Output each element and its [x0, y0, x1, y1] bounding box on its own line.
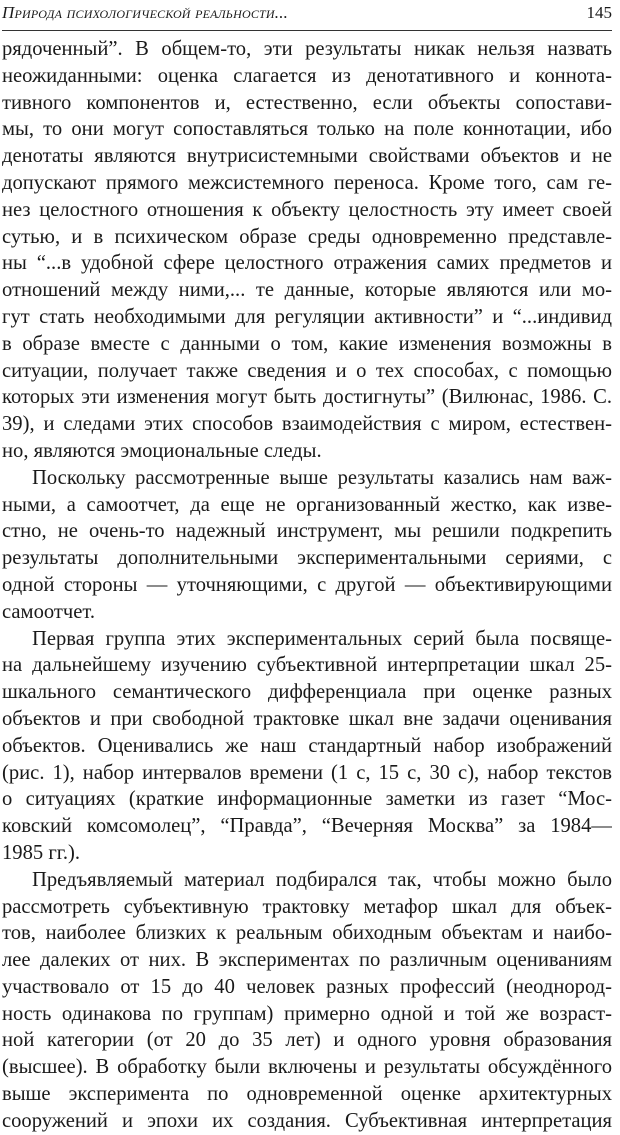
- body-text: [2, 36, 612, 1135]
- running-header: [2, 0, 612, 31]
- text-line: рядоченный”. В общем-то, эти результаты никак нельзя назвать: [2, 38, 612, 60]
- paragraph-start-line: Первая группа этих экспериментальных серий была посвяще-: [32, 627, 612, 650]
- text-line: результаты дополнительными экспериментальными сериями, с: [2, 547, 612, 570]
- text-line: сооружений и эпохи их создания. Субъективная интерпретация: [2, 1109, 612, 1132]
- text-line: объектов. Оценивались же наш стандартный набор изображений: [2, 734, 612, 757]
- text-line: (рис. 1), набор интервалов времени (1 с, 15 с, 30 с), набор текстов: [2, 761, 612, 784]
- text-line: участвовало от 15 до 40 человек разных профессий (неоднород-: [2, 975, 612, 998]
- text-line: но, являются эмоциональные следы.: [2, 439, 322, 462]
- text-line: на дальнейшему изучению субъективной интерпретации шкал 25-: [2, 654, 612, 677]
- text-line: допускают прямого межсистемного переноса. Кроме того, сам ге-: [2, 171, 612, 194]
- text-line: выше эксперимента по одновременной оценке архитектурных: [2, 1083, 612, 1106]
- text-line: шкального семантического дифференциала при оценке разных: [2, 681, 612, 704]
- text-line: ность одинакова по группам) примерно одной и той же возраст-: [2, 1002, 612, 1025]
- text-line: объектов и при свободной трактовке шкал вне задачи оценивания: [2, 707, 612, 730]
- text-line: о ситуациях (краткие информационные заметки из газет “Мос-: [2, 788, 612, 811]
- text-line: стно, не очень-то надежный инструмент, мы решили подкрепить: [2, 520, 612, 543]
- paragraph-start-line: Поскольку рассмотренные выше результаты казались нам важ-: [32, 466, 612, 489]
- text-line: ны “...в удобной сфере целостного отражения самих предметов и: [2, 252, 612, 275]
- text-line: ковский комсомолец”, “Правда”, “Вечерняя Москва” за 1984—: [2, 815, 612, 838]
- text-line: отношений между ними,... те данные, которые являются или мо-: [2, 279, 612, 302]
- text-line: мы, то они могут сопоставляться только на поле коннотации, ибо: [2, 118, 612, 141]
- text-line: сутью, и в психическом образе среды одновременно представле-: [2, 225, 612, 248]
- text-line: ной категории (от 20 до 35 лет) и одного уровня образования: [2, 1029, 612, 1052]
- text-line: лее далеких от них. В экспериментах по различным оцениваниям: [2, 949, 612, 972]
- text-line: которых эти изменения могут быть достигнуты” (Вилюнас, 1986. С.: [2, 386, 612, 409]
- page-number: 145: [586, 3, 612, 22]
- text-line: рассмотреть субъективную трактовку метафор шкал для объек-: [2, 895, 612, 918]
- text-line: самоотчет.: [2, 600, 95, 623]
- paragraph-start-line: Предъявляемый материал подбирался так, чтобы можно было: [32, 868, 612, 891]
- text-line: неожиданными: оценка слагается из денотативного и коннота-: [2, 64, 612, 87]
- text-line: тивного компонентов и, естественно, если объекты сопостави-: [2, 91, 612, 114]
- text-line: нез целостного отношения к объекту целостность эту имеет своей: [2, 198, 612, 221]
- text-line: ными, а самоотчет, да еще не организованный жестко, как изве-: [2, 493, 612, 516]
- text-line: в образе вместе с данными о том, какие изменения возможны в: [2, 332, 612, 355]
- running-title: Природа психологической реальности...: [2, 3, 289, 22]
- text-line: 1985 гг.).: [2, 841, 81, 864]
- text-line: 39), и следами этих способов взаимодействия с миром, естествен-: [2, 413, 612, 436]
- text-line: тов, наиболее близких к реальным обиходным объектам и наибо-: [2, 922, 612, 945]
- text-line: (высшее). В обработку были включены и результаты обсуждённого: [2, 1056, 612, 1079]
- text-line: одной стороны — уточняющими, с другой — объективирующими: [2, 573, 612, 596]
- text-line: денотаты являются внутрисистемными свойствами объектов и не: [2, 145, 612, 168]
- text-line: гут стать необходимыми для регуляции активности” и “...индивид: [2, 305, 612, 328]
- text-line: ситуации, получает также сведения и о тех способах, с помощью: [2, 359, 612, 382]
